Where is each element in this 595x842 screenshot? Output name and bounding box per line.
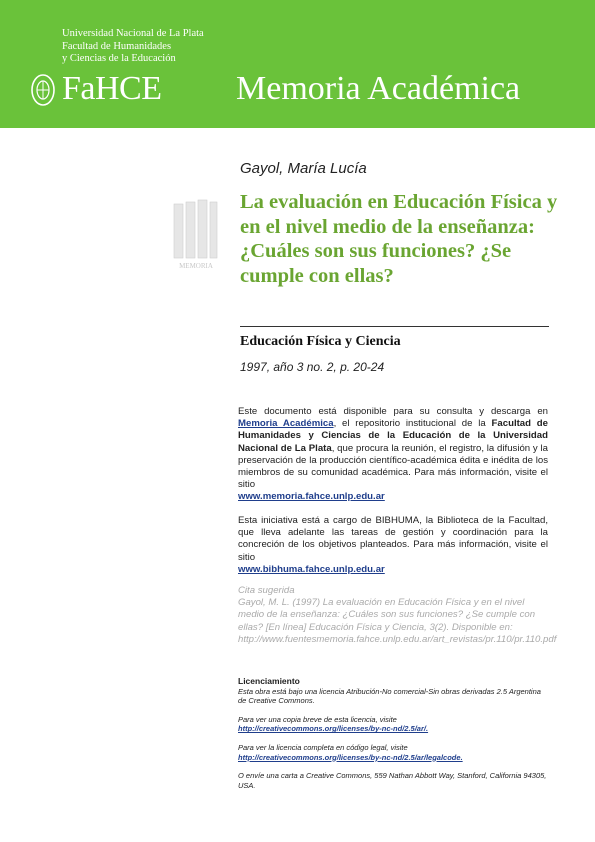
bibhuma-url-link[interactable]: www.bibhuma.fahce.unlp.edu.ar — [238, 563, 385, 575]
repository-info-paragraph — [238, 406, 548, 504]
info-text: Esta iniciativa está a cargo de BIBHUMA, la Biblioteca de la Facultad, que lleva adelante las tareas de gestión y coordinación para la concreción de los objetivos planteados. Para más información, visite el sitio — [238, 515, 548, 563]
header-banner — [0, 0, 595, 128]
bibhuma-info-paragraph — [238, 515, 548, 576]
divider — [240, 326, 549, 327]
license-legalcode-link[interactable]: http://creativecommons.org/licenses/by-nc-nd/2.5/ar/legalcode. — [238, 752, 463, 762]
issue-citation: 1997, año 3 no. 2, p. 20-24 — [240, 360, 385, 374]
faculty-line-2: y Ciencias de la Educación — [62, 53, 176, 64]
license-address: O envíe una carta a Creative Commons, 559 Nathan Abbott Way, Stanford, California 94305, USA. — [238, 771, 547, 790]
license-text: Esta obra está bajo una licencia Atribución-No comercial-Sin obras derivadas 2.5 Argentina de Creative Commons. — [238, 686, 541, 706]
info-text: , el repositorio institucional de la — [333, 418, 492, 430]
memoria-url-link[interactable]: www.memoria.fahce.unlp.edu.ar — [238, 491, 385, 503]
license-heading: Licenciamiento — [238, 676, 300, 686]
author-name: Gayol, María Lucía — [240, 160, 367, 177]
repository-title: Memoria Académica — [236, 70, 521, 107]
license-short-link[interactable]: http://creativecommons.org/licenses/by-nc-nd/2.5/ar/. — [238, 724, 429, 734]
university-line: Universidad Nacional de La Plata — [62, 28, 204, 39]
memoria-watermark — [164, 198, 228, 272]
faculty-name-bold: Facultad de Humanidades y Ciencias de la Educación de la Universidad Nacional de La Plata — [238, 418, 548, 454]
suggested-citation — [238, 585, 557, 646]
suggested-citation-label: Cita sugerida — [238, 585, 295, 596]
memoria-academica-link[interactable]: Memoria Académica — [238, 418, 334, 430]
university-seal-icon — [30, 72, 56, 108]
article-title: La evaluación en Educación Física y en el nivel medio de la enseñanza: ¿Cuáles son sus funciones? ¿Se cumple con ellas? — [240, 191, 558, 287]
license-section — [238, 677, 550, 790]
suggested-citation-text: Gayol, M. L. (1997) La evaluación en Educación Física y en el nivel medio de la enseñanza: ¿Cuáles son sus funciones? ¿Se cumple con ellas? [En línea] Educación Física y Ciencia, 3(2). Disponible en: http://www.fuentesmemoria.fahce.unlp.edu.ar/art_revistas/pr.110/pr.110.pdf — [238, 597, 557, 645]
license-text: Para ver una copia breve de esta licencia, visite — [238, 714, 397, 724]
info-text: , que procura la reunión, el registro, la difusión y la preservación de la producción científico-académica édita e inédita de los miembros de su comunidad académica. Para más información, visite el sitio — [238, 442, 548, 491]
info-text: Este documento está disponible para su consulta y descarga en — [238, 406, 548, 417]
faculty-line: Facultad de Humanidades — [62, 40, 172, 52]
watermark-text: MEMORIA — [179, 262, 213, 270]
license-text: Para ver la licencia completa en código legal, visite — [238, 742, 408, 752]
fahce-logo: FaHCE — [62, 70, 162, 107]
university-name — [62, 28, 204, 66]
journal-name: Educación Física y Ciencia — [240, 334, 401, 349]
